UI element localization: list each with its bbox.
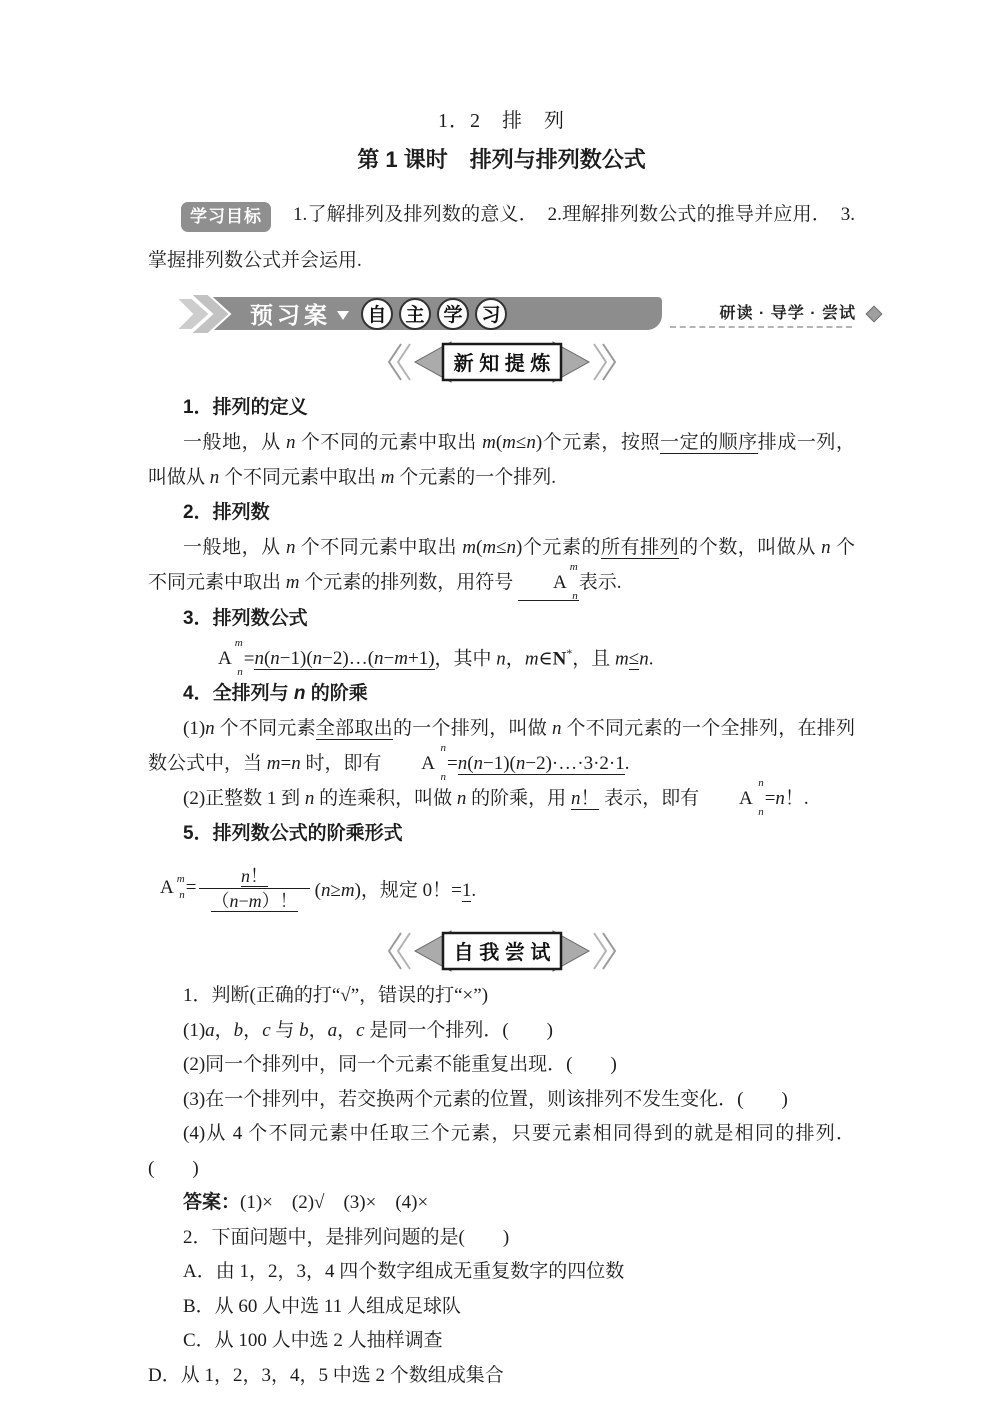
new-knowledge-badge [148, 340, 855, 384]
banner-circle-char: 学 [437, 298, 469, 330]
knowledge-paragraph: 一般地，从 n 个不同的元素中取出 m(m≤n)个元素，按照一定的顺序排成一列，叫做从 n 个不同元素中取出 m 个元素的一个排列. [148, 432, 855, 488]
banner-circle-group [361, 298, 507, 330]
banner-slogan: 研读 · 导学 · 尝试 [719, 305, 856, 322]
question-1-answer: 答案：(1)× (2)√ (3)× (4)× [183, 1192, 429, 1214]
objectives-badge: 学习目标 [181, 202, 271, 232]
knowledge-block [148, 390, 855, 925]
question-1-item: (3)在一个排列中，若交换两个元素的位置，则该排列不发生变化．( ) [183, 1088, 788, 1110]
knowledge-heading-2: 2．排列数 [183, 502, 270, 523]
badge-new-knowledge-label: 新 知 提 炼 [453, 353, 550, 375]
permutation-formula: A m n =n(n−1)(n−2)…(n−m+1)，其中 n，m∈N*，且 m≤n. [218, 637, 654, 679]
banner-title: 预习案 [250, 302, 331, 328]
triangle-icon [337, 311, 349, 320]
banner-circle-char: 习 [475, 298, 507, 330]
formula-tail: (n≥m)，规定 0！=1. [314, 879, 477, 901]
fraction-numerator: n！ [241, 865, 269, 886]
question-1-item: (2)同一个排列中，同一个元素不能重复出现．( ) [183, 1054, 617, 1076]
knowledge-heading-4: 4．全排列与 n 的阶乘 [183, 683, 368, 705]
self-try-block [148, 979, 855, 1393]
prep-section-banner [148, 292, 882, 336]
question-2-option-c: C．从 100 人中选 2 人抽样调查 [183, 1330, 443, 1352]
learning-objectives [148, 192, 855, 284]
self-try-badge [148, 929, 855, 973]
question-2-stem: 2．下面问题中，是排列问题的是( ) [183, 1226, 510, 1248]
knowledge-heading-5: 5．排列数公式的阶乘形式 [183, 823, 403, 845]
question-2-option-b: B．从 60 人中选 11 人组成足球队 [183, 1295, 461, 1317]
banner-bar [192, 297, 662, 330]
question-2-option-d: D．从 1，2，3，4，5 中选 2 个数组成集合 [148, 1364, 504, 1386]
badge-self-try-label: 自 我 尝 试 [453, 942, 550, 965]
knowledge-heading-3: 3．排列数公式 [183, 608, 308, 629]
formula-lead: A m n = [160, 873, 197, 902]
knowledge-paragraph: (2)正整数 1 到 n 的连乘积，叫做 n 的阶乘，用 n！ 表示，即有 A n n =n！. [183, 777, 809, 819]
dashed-line [670, 326, 852, 328]
knowledge-paragraph: 一般地，从 n 个不同元素中取出 m(m≤n)个元素的所有排列的个数，叫做从 n 个不同元素中取出 m 个元素的排列数，用符号 A m n 表示. [148, 537, 855, 602]
page-title: 1．2 排 列 [438, 110, 565, 132]
question-1-item: (4)从 4 个不同元素中任取三个元素，只要元素相同得到的就是相同的排列．( ) [148, 1123, 855, 1179]
page-subtitle: 第 1 课时 排列与排列数公式 [357, 147, 646, 172]
knowledge-paragraph: (1)n 个不同元素全部取出的一个排列，叫做 n 个不同元素的一个全排列，在排列数公式中，当 m=n 时，即有 A n n =n(n−1)(n−2)·…·3·2·1. [148, 718, 855, 784]
objectives-text: 1.了解排列及排列数的意义． 2.理解排列数公式的推导并应用． 3.掌握排列数公式并会运用. [148, 204, 855, 271]
banner-circle-char: 主 [399, 298, 431, 330]
knowledge-heading-1: 1．排列的定义 [183, 397, 308, 418]
double-chevron-icon [176, 292, 246, 336]
question-1-stem: 1．判断(正确的打“√”，错误的打“×”) [183, 985, 489, 1007]
question-1-item: (1)a，b，c 与 b，a，c 是同一个排列．( ) [183, 1019, 554, 1041]
factorial-form-formula [148, 851, 855, 925]
fraction-denominator: （n−m）！ [211, 890, 298, 911]
banner-circle-char: 自 [361, 298, 393, 330]
fraction [199, 864, 309, 913]
diamond-icon [866, 306, 883, 323]
question-2-option-a: A．由 1，2，3，4 四个数字组成无重复数字的四位数 [183, 1261, 625, 1283]
